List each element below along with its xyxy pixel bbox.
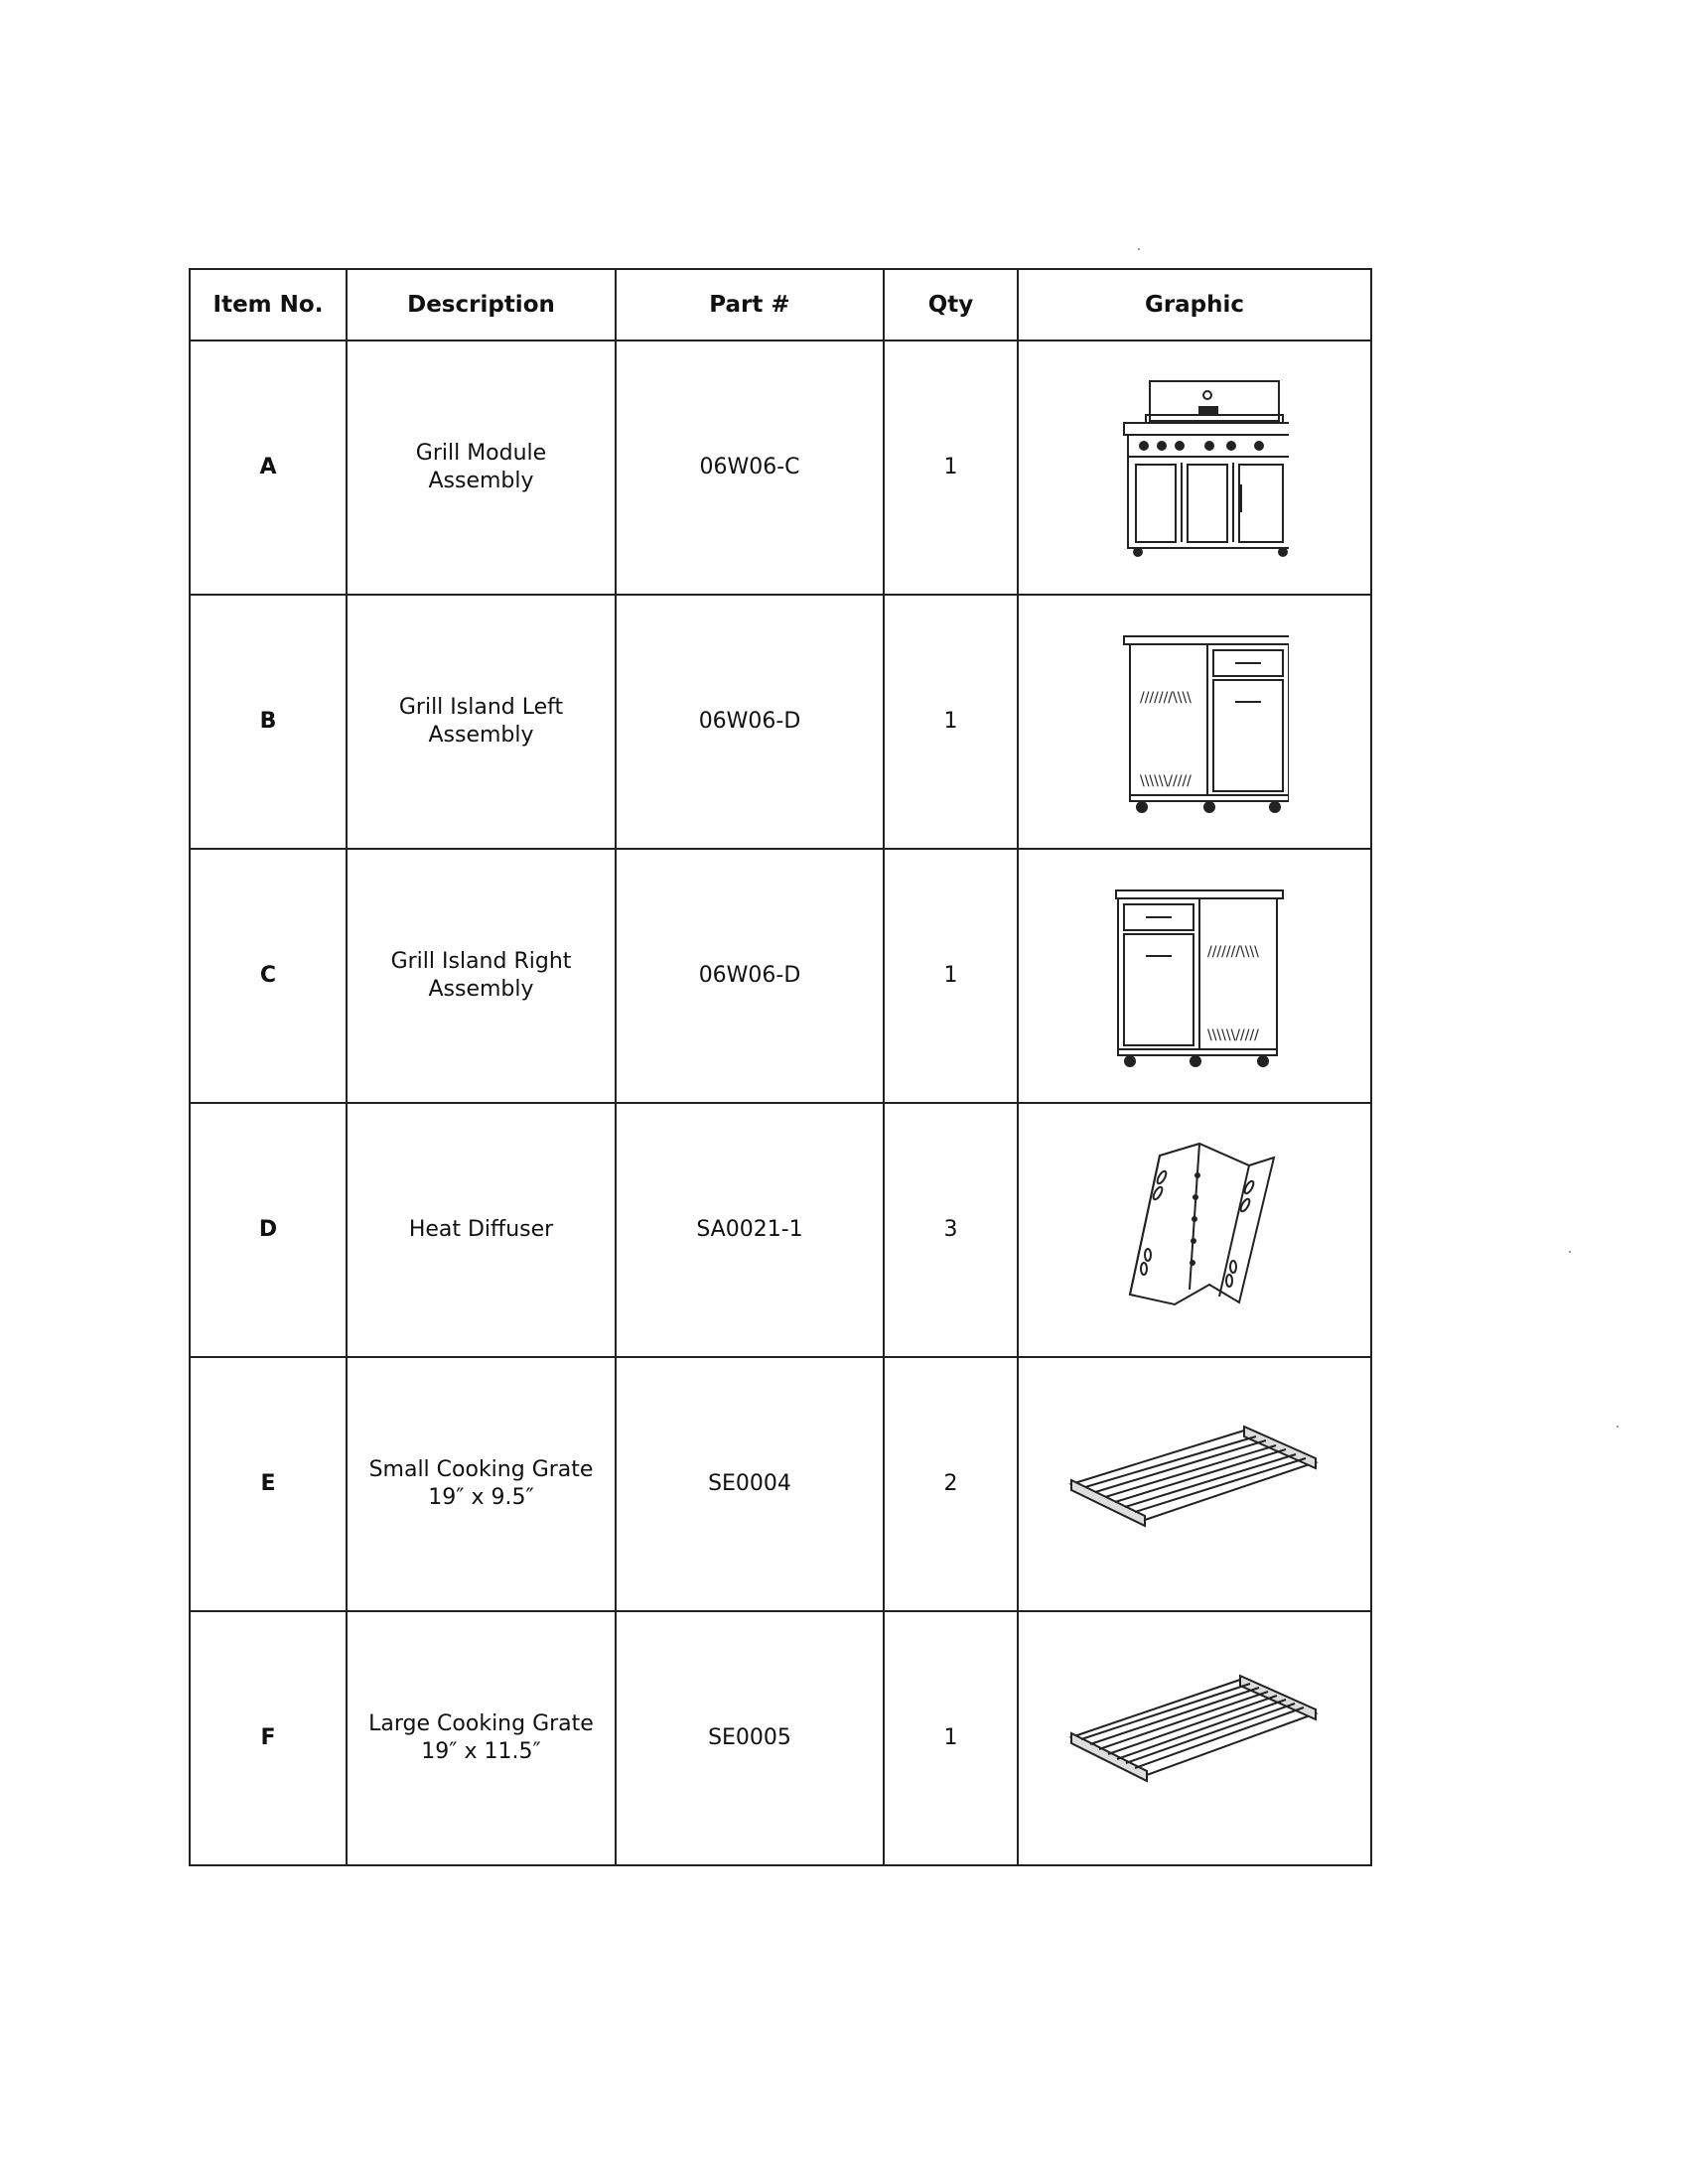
scan-speck [1569, 1251, 1571, 1253]
header-item-no: Item No. [190, 269, 347, 341]
item-no-cell: B [190, 595, 347, 849]
graphic-cell [1018, 849, 1371, 1103]
part-number-cell: SE0005 [616, 1611, 884, 1865]
description-cell [347, 1103, 616, 1357]
table-row [190, 341, 1371, 595]
graphic-cell [1018, 341, 1371, 595]
description-line: Assembly [428, 723, 534, 748]
small-cooking-grate-icon [1065, 1425, 1324, 1544]
description-line: Small Cooking Grate [368, 1457, 594, 1482]
table-row [190, 1357, 1371, 1611]
part-number-cell: 06W06-D [616, 595, 884, 849]
svg-text:\\\\\\/////: \\\\\\///// [1140, 773, 1192, 789]
table-row [190, 849, 1371, 1103]
table-row [190, 595, 1371, 849]
description-line: Large Cooking Grate [368, 1711, 594, 1736]
description-line: 19″ x 9.5″ [428, 1485, 534, 1510]
qty-cell: 1 [884, 341, 1018, 595]
graphic-cell [1018, 1357, 1371, 1611]
grill-island-right-icon [1100, 877, 1289, 1075]
description-line: Heat Diffuser [408, 1217, 554, 1242]
part-number-cell: SE0004 [616, 1357, 884, 1611]
header-part-number: Part # [616, 269, 884, 341]
qty-cell: 2 [884, 1357, 1018, 1611]
qty-cell: 1 [884, 595, 1018, 849]
description-line: Assembly [428, 977, 534, 1002]
scan-speck [1138, 248, 1140, 250]
item-no-cell: F [190, 1611, 347, 1865]
table-header-row [190, 269, 1371, 341]
svg-text:\\\\\\/////: \\\\\\///// [1207, 1027, 1259, 1043]
qty-cell: 3 [884, 1103, 1018, 1357]
graphic-cell [1018, 595, 1371, 849]
large-cooking-grate-icon [1065, 1674, 1324, 1803]
description-line: Grill Module [415, 441, 547, 466]
description-line: Grill Island Left [398, 695, 564, 720]
table-row [190, 1611, 1371, 1865]
part-number-cell: 06W06-D [616, 849, 884, 1103]
header-description: Description [347, 269, 616, 341]
parts-table [189, 268, 1372, 1866]
description-line: Grill Island Right [390, 949, 572, 974]
header-qty: Qty [884, 269, 1018, 341]
svg-text:///////\\\\: ///////\\\\ [1207, 944, 1259, 960]
qty-cell: 1 [884, 849, 1018, 1103]
svg-text:///////\\\\: ///////\\\\ [1140, 690, 1192, 706]
item-no-cell: A [190, 341, 347, 595]
item-no-cell: D [190, 1103, 347, 1357]
description-line: 19″ x 11.5″ [421, 1739, 541, 1764]
description-cell [347, 341, 616, 595]
grill-module-icon [1100, 373, 1289, 562]
description-cell [347, 849, 616, 1103]
part-number-cell: SA0021-1 [616, 1103, 884, 1357]
description-line: Assembly [428, 469, 534, 493]
description-cell [347, 1611, 616, 1865]
description-cell [347, 595, 616, 849]
description-cell [347, 1357, 616, 1611]
qty-cell: 1 [884, 1611, 1018, 1865]
grill-island-left-icon [1100, 622, 1289, 821]
item-no-cell: C [190, 849, 347, 1103]
graphic-cell [1018, 1103, 1371, 1357]
table-row [190, 1103, 1371, 1357]
header-graphic: Graphic [1018, 269, 1371, 341]
scan-speck [1616, 1426, 1618, 1428]
parts-sheet [189, 268, 1370, 1866]
graphic-cell [1018, 1611, 1371, 1865]
heat-diffuser-icon [1100, 1136, 1289, 1324]
part-number-cell: 06W06-C [616, 341, 884, 595]
item-no-cell: E [190, 1357, 347, 1611]
